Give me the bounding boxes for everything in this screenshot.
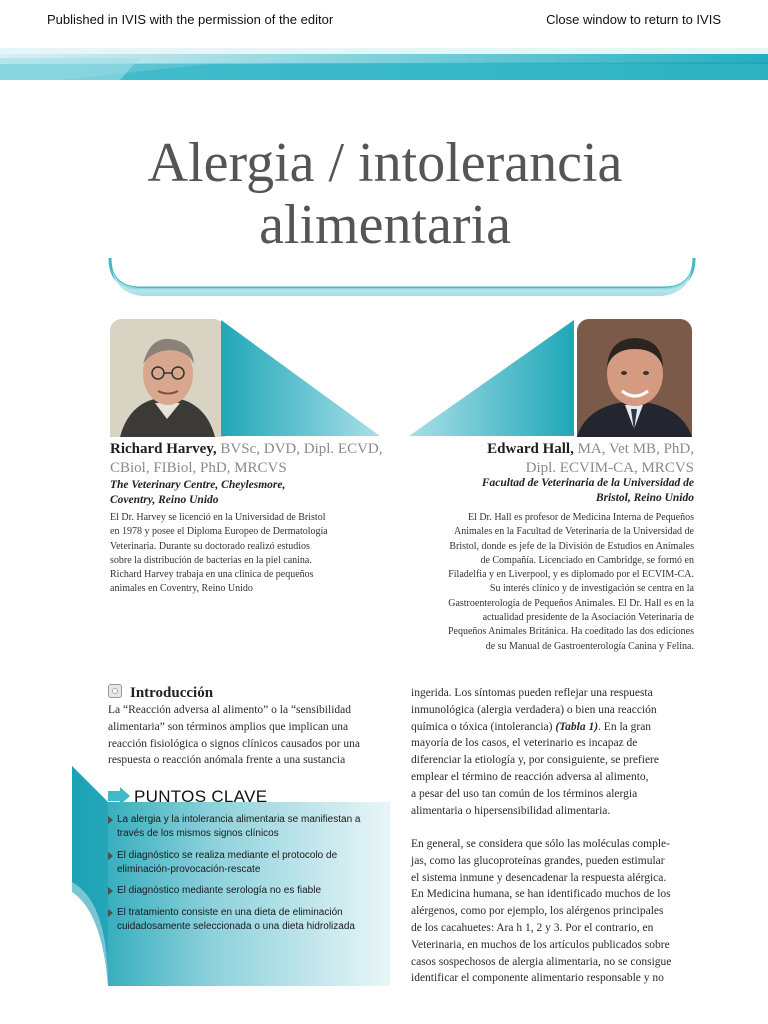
- author-affiliation-hall: Facultad de Veterinaria de la Universidad de Bristol, Reino Unido: [481, 477, 694, 504]
- author-name-hall: Edward Hall, MA, Vet MB, PhD, Dipl. ECVIM-CA, MRCVS: [487, 441, 694, 476]
- author-photo-harvey: [110, 319, 225, 437]
- photo-accent-left: [215, 320, 385, 438]
- key-point-item: La alergia y la intolerancia alimentaria se manifiestan a través de los mismos signos clínicos: [108, 813, 383, 841]
- author-photo-hall: [577, 319, 692, 437]
- body-paragraph-1: ingerida. Los síntomas pueden reflejar una respuesta inmunológica (alergia verdadera) o bien una reacción química o tóxica (intolerancia) (Tabla 1). En la gran mayoría de los casos, el veterinario es incapaz de diferenciar la etiología y, por consiguiente, se prefiere emplear el término de reacción adversa al alimento, a pesar del uso tan común de los términos alergia alimentaria o hipersensibilidad alimentaria.: [411, 687, 659, 817]
- section-bullet-icon: [108, 684, 122, 698]
- author-name-harvey: Richard Harvey, BVSc, DVD, Dipl. ECVD, CBiol, FIBiol, PhD, MRCVS: [110, 441, 383, 476]
- article-title-line-1: Alergia / intolerancia: [147, 132, 623, 194]
- key-point-item: El diagnóstico mediante serología no es fiable: [108, 884, 383, 898]
- body-paragraph-2: En general, se considera que sólo las moléculas comple- jas, como las glucoproteínas grandes, pueden estimular el sistema inmune y desencadenar la respuesta alérgica. En Medicina humana, se han identificado muchos de los alérgenos, como por ejemplo, los alérgenos principales de los cacahuetes: Ara h 1, 2 y 3. Por el contrario, en Veterinaria, en muchos de los artículos publicados sobre casos sospechosos de alergia alimentaria, no se consigue identificar el componente alimentario responsable y no: [411, 838, 672, 985]
- author-affiliation-harvey: The Veterinary Centre, Cheylesmore, Coventry, Reino Unido: [110, 479, 286, 506]
- intro-paragraph: La “Reacción adversa al alimento” o la “sensibilidad alimentaria” son términos amplios que implican una reacción fisiológica o signos clínicos causados por una respuesta o reacción anómala frente a una sustancia: [108, 704, 360, 767]
- author-bio-hall: El Dr. Hall es profesor de Medicina Interna de Pequeños Animales en la Facultad de Veterinaria de la Universidad de Bristol, donde es jefe de la División de Estudios en Animales de Compañía. Licenciado en Cambridge, se formó en Filadelfia y en Liverpool, y es diplomado por el ECVIM-CA. Su interés clínico y de investigación se centra en la Gastroenterología de Pequeños Animales. El Dr. Hall es en la actualidad presidente de la Asociación Veterinaria de Pequeños Animales Británica. Ha coeditado las dos ediciones de su Manual de Gastroenterología Canina y Felina.: [447, 512, 694, 652]
- table-1-reference: (Tabla 1): [555, 720, 599, 733]
- arrow-right-icon: [108, 787, 130, 805]
- close-window-link[interactable]: Close window to return to IVIS: [546, 12, 721, 27]
- triangle-bullet-icon: [108, 887, 113, 895]
- document-header: [0, 0, 768, 44]
- key-point-item: El tratamiento consiste en una dieta de eliminación cuidadosamente seleccionada o una dieta hidrolizada: [108, 906, 383, 934]
- intro-heading: Introducción: [108, 684, 213, 702]
- article-title-line-2: alimentaria: [259, 194, 511, 256]
- title-underline-shape: [108, 252, 698, 302]
- photo-accent-right: [404, 320, 579, 438]
- author-bio-harvey: El Dr. Harvey se licenció en la Universidad de Bristol en 1978 y posee el Diploma Europeo de Dermatología Veterinaria. Durante su doctorado realizó estudios sobre la distribución de bacterias en la piel canina. Richard Harvey trabaja en una clínica de pequeños animales en Coventry, Reino Unido: [110, 512, 328, 595]
- triangle-bullet-icon: [108, 852, 113, 860]
- key-point-item: El diagnóstico se realiza mediante el protocolo de eliminación-provocación-rescate: [108, 849, 383, 877]
- permission-note: Published in IVIS with the permission of the editor: [47, 12, 334, 27]
- triangle-bullet-icon: [108, 909, 113, 917]
- teal-banner: [0, 44, 768, 82]
- key-points-header: PUNTOS CLAVE: [108, 787, 267, 807]
- triangle-bullet-icon: [108, 816, 113, 824]
